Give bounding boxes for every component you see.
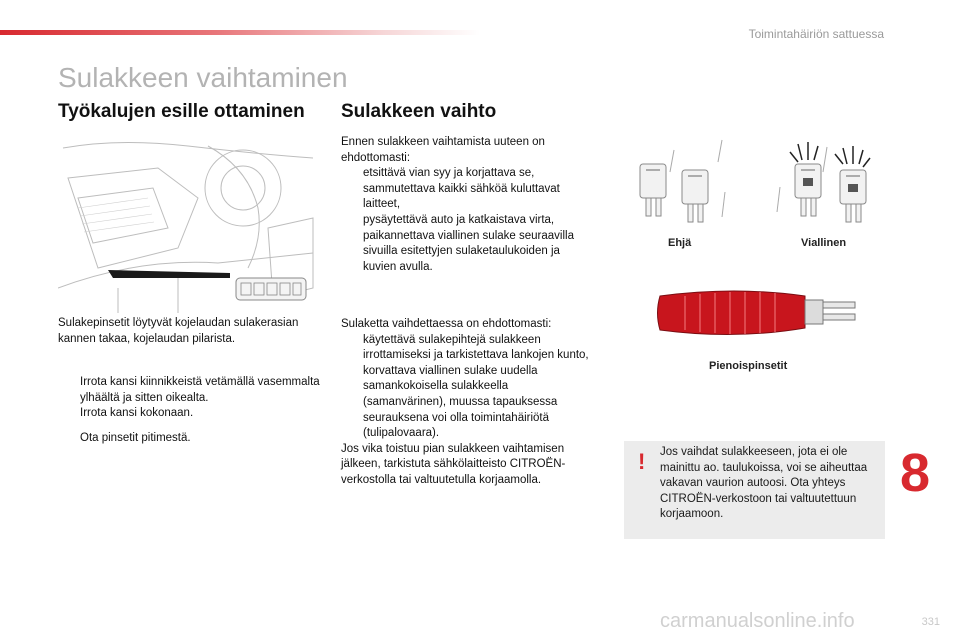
label-fuse-ok: Ehjä [668, 237, 692, 249]
middle-during-intro: Sulaketta vaihdettaessa on ehdottomasti: [341, 318, 552, 330]
fuse-comparison-illustration [630, 132, 880, 232]
middle-outro: Jos vika toistuu pian sulakkeen vaihtamisen jälkeen, tarkistuta sähkölaitteisto CITROËN-verkostolla tai valtuutetulla korjaamolla. [341, 442, 566, 486]
list-item: etsittävä vian syy ja korjattava se, [363, 167, 535, 180]
chapter-number: 8 [900, 443, 931, 503]
warning-icon: ! [638, 449, 646, 474]
left-last-step [58, 431, 320, 447]
list-item: Ota pinsetit pitimestä. [80, 432, 191, 444]
list-item: käytettävä sulakepihtejä sulakkeen irrottamiseksi ja tarkistettava lankojen kunto, [363, 333, 589, 362]
watermark: carmanualsonline.info [660, 610, 855, 632]
left-heading: Työkalujen esille ottaminen [58, 101, 305, 122]
warning-box [624, 441, 885, 539]
fusebox-location-illustration [58, 138, 318, 313]
middle-heading: Sulakkeen vaihto [341, 101, 497, 122]
page-number: 331 [921, 616, 940, 628]
list-item: Irrota kansi kokonaan. [80, 407, 194, 420]
page-title: Sulakkeen vaihtaminen [58, 62, 348, 93]
list-item: paikannettava viallinen sulake seuraavilla sivuilla esitettyjen sulaketaulukoiden ja kuvien avulla. [363, 229, 574, 273]
left-intro: Sulakepinsetit löytyvät kojelaudan sulakerasian kannen takaa, kojelaudan pilarista. [58, 317, 299, 345]
middle-before [341, 135, 593, 275]
list-item: korvattava viallinen sulake uudella samankokoisella sulakkeella (samanvärinen), muussa tapauksessa seurauksena voi olla toimintahäiriötä (tulipalovaara). [363, 364, 558, 440]
list-item: Irrota kansi kiinnikkeistä vetämällä vasemmalta ylhäältä ja sitten oikealta. [80, 376, 320, 404]
middle-intro: Ennen sulakkeen vaihtamista uuteen on ehdottomasti: [341, 136, 545, 164]
label-fuse-bad: Viallinen [801, 237, 847, 249]
list-item: pysäytettävä auto ja katkaistava virta, [363, 213, 555, 226]
top-accent-bar [0, 30, 480, 35]
middle-during [341, 317, 593, 489]
left-steps [58, 375, 320, 422]
label-tweezers: Pienoispinsetit [709, 360, 788, 372]
list-item: sammutettava kaikki sähköä kuluttavat laitteet, [363, 182, 560, 211]
chapter-title: Toimintahäiriön sattuessa [748, 27, 884, 41]
fuse-tweezers-illustration [655, 282, 865, 347]
warning-text: Jos vaihdat sulakkeeseen, jota ei ole mainittu ao. taulukoissa, voi se aiheuttaa vakavan vaurion autoosi. Ota yhteys CITROËN-verkostoon tai valtuutettuun korjaamoon. [660, 446, 868, 521]
